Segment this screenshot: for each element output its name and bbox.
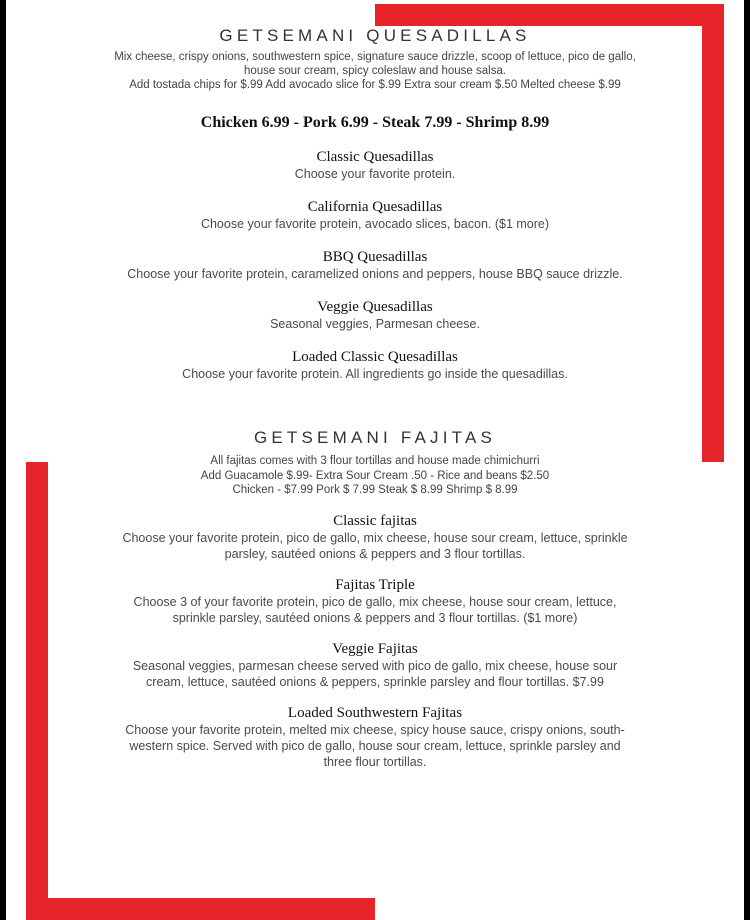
menu-item-name: Loaded Classic Quesadillas [292, 349, 458, 365]
menu-item [48, 299, 702, 332]
fajitas-title: GETSEMANI FAJITAS [253, 428, 497, 447]
menu-item [48, 249, 702, 282]
description-line: parsley, sautéed onions & peppers and 3 flour tortillas. [224, 546, 526, 561]
description-line: Choose 3 of your favorite protein, pico de gallo, mix cheese, house sour cream, lettuce, [133, 594, 617, 609]
menu-item-description: Choose your favorite protein. [294, 167, 456, 181]
menu-item-name: Veggie Quesadillas [317, 299, 433, 315]
menu-item-description [48, 530, 702, 562]
right-edge-strip [744, 0, 750, 920]
description-line: western spice. Served with pico de gallo, house sour cream, lettuce, sprinkle parsley and [129, 738, 621, 753]
left-edge-strip [0, 0, 6, 920]
menu-item [48, 513, 702, 562]
menu-item-name: Fajitas Triple [335, 576, 415, 593]
menu-item [48, 349, 702, 382]
description-line: Choose your favorite protein, pico de gallo, mix cheese, house sour cream, lettuce, sprinkle [122, 530, 628, 545]
intro-line: Add Guacamole $.99- Extra Sour Cream .50 - Rice and beans $2.50 [200, 469, 550, 482]
menu-item-name: California Quesadillas [307, 199, 443, 215]
description-line: Seasonal veggies, parmesan cheese served with pico de gallo, mix cheese, house sour [132, 658, 618, 673]
menu-item-name: BBQ Quesadillas [322, 249, 428, 265]
menu-item [48, 641, 702, 690]
description-line: Choose your favorite protein, melted mix cheese, spicy house sauce, crispy onions, south- [125, 722, 625, 737]
intro-line: Add tostada chips for $.99 Add avocado slice for $.99 Extra sour cream $.50 Melted cheese $.99 [129, 79, 621, 91]
intro-line: Chicken - $7.99 Pork $ 7.99 Steak $ 8.99 Shrimp $ 8.99 [232, 484, 518, 496]
menu-item-description: Seasonal veggies, Parmesan cheese. [270, 317, 480, 331]
menu-item-description: Choose your favorite protein. All ingredients go inside the quesadillas. [182, 367, 568, 381]
menu-item-description [48, 594, 702, 626]
menu-item [48, 577, 702, 626]
menu-content [48, 26, 702, 770]
intro-line: All fajitas comes with 3 flour tortillas and house made chimichurri [210, 455, 540, 467]
menu-item-name: Classic fajitas [333, 512, 417, 529]
menu-item-name: Classic Quesadillas [316, 149, 434, 165]
quesadillas-title: GETSEMANI QUESADILLAS [219, 26, 531, 45]
description-line: sprinkle parsley, sautéed onions & peppers and 3 flour tortillas. ($1 more) [172, 610, 578, 625]
quesadillas-section [48, 26, 702, 382]
menu-item-name: Veggie Fajitas [332, 640, 418, 657]
quesadillas-intro [48, 50, 702, 92]
intro-line: Mix cheese, crispy onions, southwestern spice, signature sauce drizzle, scoop of lettuce, pico de gallo, [114, 51, 636, 63]
quesadillas-prices: Chicken 6.99 - Pork 6.99 - Steak 7.99 - Shrimp 8.99 [200, 114, 550, 131]
fajitas-section [48, 428, 702, 770]
description-line: cream, lettuce, sautéed onions & peppers, sprinkle parsley and flour tortillas. $7.99 [146, 674, 604, 689]
menu-item-name: Loaded Southwestern Fajitas [287, 704, 463, 721]
menu-item [48, 199, 702, 232]
menu-item [48, 149, 702, 182]
menu-item-description [48, 658, 702, 690]
description-line: three flour tortillas. [323, 754, 427, 769]
menu-item-description: Choose your favorite protein, avocado slices, bacon. ($1 more) [200, 217, 550, 231]
fajitas-intro [48, 454, 702, 498]
intro-line: house sour cream, spicy coleslaw and house salsa. [243, 65, 507, 77]
menu-item [48, 705, 702, 770]
menu-item-description: Choose your favorite protein, caramelized onions and peppers, house BBQ sauce drizzle. [127, 267, 623, 281]
menu-item-description [48, 722, 702, 770]
